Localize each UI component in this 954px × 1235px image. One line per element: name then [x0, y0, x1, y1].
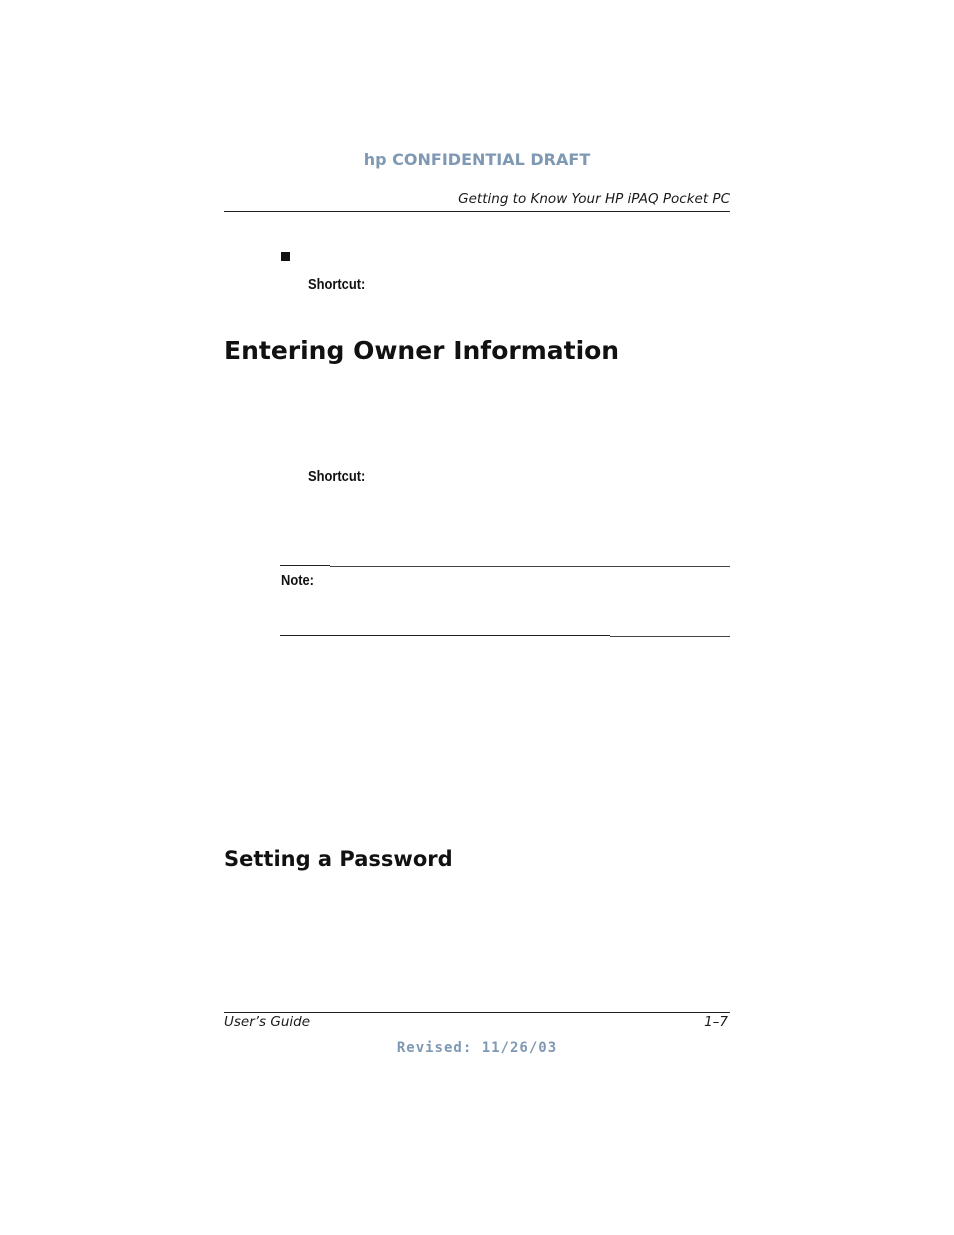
page-number: 1–7 [704, 1014, 728, 1030]
running-header-title: Getting to Know Your HP iPAQ Pocket PC [458, 191, 730, 207]
footer-guide-title: User’s Guide [224, 1014, 311, 1030]
note-bottom-rule [280, 635, 610, 636]
note-label: Note: [281, 572, 314, 589]
header-divider [224, 211, 730, 212]
revision-date: Revised: 11/26/03 [396, 1040, 558, 1056]
shortcut-label: Shortcut: [308, 468, 366, 485]
note-top-rule [280, 565, 330, 566]
section-heading: Entering Owner Information [224, 336, 620, 365]
square-bullet-icon [281, 252, 290, 261]
subsection-heading: Setting a Password [224, 847, 453, 871]
shortcut-label: Shortcut: [308, 276, 366, 293]
note-bottom-rule [610, 636, 730, 637]
note-top-rule [330, 566, 730, 567]
confidential-draft-banner: hp CONFIDENTIAL DRAFT [363, 150, 591, 169]
footer-divider [224, 1012, 730, 1013]
